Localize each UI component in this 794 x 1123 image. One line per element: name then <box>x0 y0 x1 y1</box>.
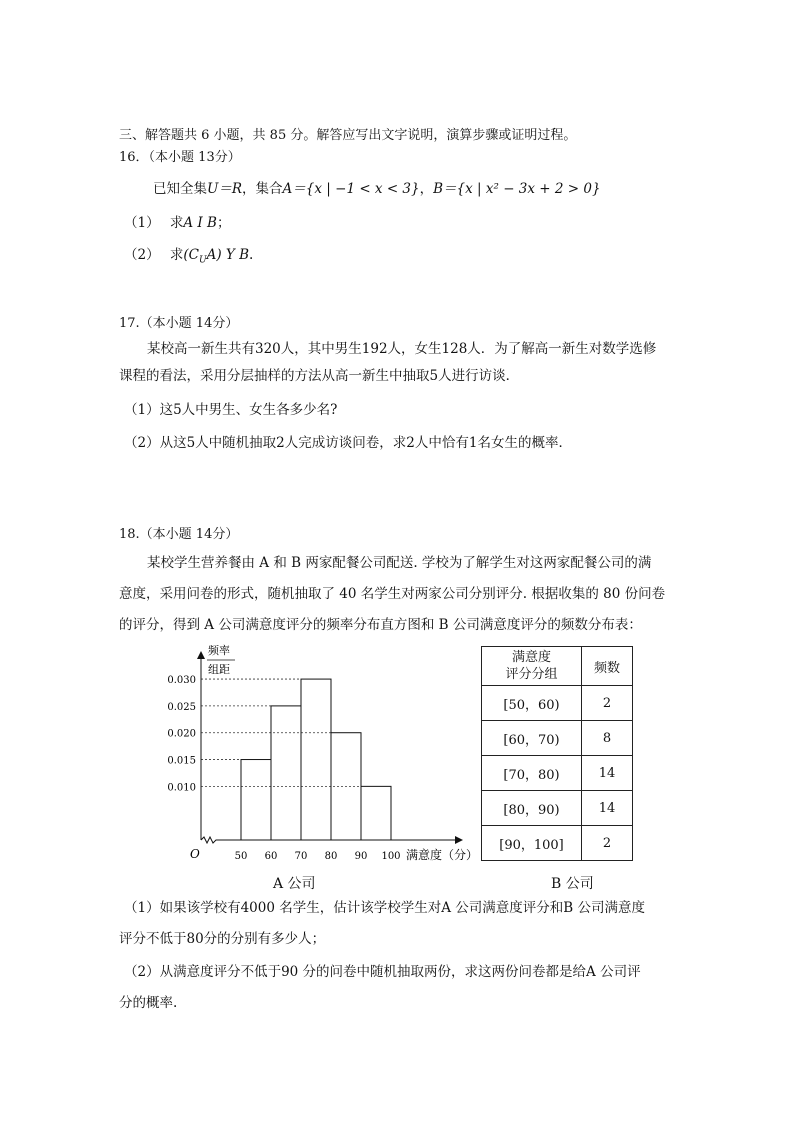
table-cell-range: [90，100] <box>482 826 582 861</box>
q18-part2: （2）从满意度评分不低于90 分的问卷中随机抽取两份，求这两份问卷都是给A 公司评 <box>124 964 641 980</box>
y-label-bottom: 组距 <box>208 663 230 676</box>
histogram-bar <box>271 706 301 840</box>
q17-part1: （1）这5人中男生、女生各多少名? <box>124 402 338 418</box>
table-header-range <box>482 647 582 686</box>
q16-part2-text: 求 <box>169 247 184 263</box>
section-heading: 三、解答题共 6 小题，共 85 分。解答应写出文字说明，演算步骤或证明过程。 <box>119 128 577 143</box>
x-tick-label: 60 <box>264 851 278 862</box>
q18-body: 的评分，得到 A 公司满意度评分的频率分布直方图和 B 公司满意度评分的频数分布表： <box>119 617 642 633</box>
histogram-bar <box>301 679 331 840</box>
histogram-bar <box>361 786 391 840</box>
table-cell-count: 8 <box>582 721 633 756</box>
histogram-company-a <box>160 640 480 870</box>
q18-part1-cont: 评分不低于80分的分别有多少人； <box>119 931 326 947</box>
y-label-top: 频率 <box>208 644 230 657</box>
q16-part2-expr: (C <box>183 247 199 263</box>
q16-part2-expr2: A) Y B <box>206 247 250 263</box>
table-cell-range: [70，80) <box>482 756 582 791</box>
caption-company-b: B 公司 <box>551 876 594 892</box>
y-tick-label: 0.010 <box>167 782 196 794</box>
y-tick-label: 0.030 <box>167 675 196 687</box>
q16-stem-part: 已知全集 <box>153 181 207 197</box>
q17-header: 17.（本小题 14分） <box>119 316 239 331</box>
q17-body: 某校高一新生共有320人，其中男生192人，女生128人．为了解高一新生对数学选修 <box>147 341 657 357</box>
x-tick-label: 100 <box>381 851 401 862</box>
q18-part2-cont: 分的概率. <box>119 995 178 1011</box>
q16-stem-part: ， <box>419 181 434 197</box>
frequency-table-company-b <box>481 646 633 861</box>
q16-part1-expr: A I B <box>183 215 217 231</box>
y-tick-label: 0.020 <box>167 728 196 740</box>
table-cell-range: [50，60) <box>482 686 582 721</box>
caption-company-a: A 公司 <box>273 876 316 892</box>
q16-part2-sub: U <box>199 255 207 266</box>
histogram-bar <box>241 760 271 840</box>
x-axis-label: 满意度（分） <box>406 848 479 862</box>
table-cell-count: 2 <box>582 686 633 721</box>
q16-stem <box>153 179 601 199</box>
origin-label: O <box>190 847 200 861</box>
q17-body2: 课程的看法，采用分层抽样的方法从高一新生中抽取5人进行访谈． <box>119 368 520 384</box>
table-cell-range: [60，70) <box>482 721 582 756</box>
x-tick-label: 80 <box>324 851 338 862</box>
q16-part1-end: ； <box>216 215 231 231</box>
y-ticks <box>167 675 196 793</box>
q16-part1-text: 求 <box>169 215 184 231</box>
q18-body: 意度，采用问卷的形式，随机抽取了 40 名学生对两家公司分别评分. 根据收集的 80 份问卷 <box>119 586 666 602</box>
q16-set-b: B＝{x | x² − 3x + 2 > 0} <box>433 181 601 197</box>
table-cell-count: 2 <box>582 826 633 861</box>
table-header-count: 频数 <box>582 647 633 686</box>
q18-body: 某校学生营养餐由 A 和 B 两家配餐公司配送. 学校为了解学生对这两家配餐公司的满 <box>147 555 652 571</box>
x-tick-label: 70 <box>294 851 308 862</box>
bars <box>241 679 391 840</box>
table-header-range-line1: 满意度 <box>511 650 551 665</box>
q16-part2-num: （2） <box>124 247 160 263</box>
table-row <box>482 791 633 826</box>
q16-part1 <box>124 213 230 233</box>
table-cell-count: 14 <box>582 756 633 791</box>
y-tick-label: 0.025 <box>167 701 196 713</box>
table-header-range-line2: 评分分组 <box>505 667 558 682</box>
q16-universal-set: U＝R <box>207 181 243 197</box>
q16-header: 16．（本小题 13分） <box>119 150 241 165</box>
table-row <box>482 756 633 791</box>
table-row <box>482 686 633 721</box>
y-tick-label: 0.015 <box>167 755 196 767</box>
q16-part1-num: （1） <box>124 215 160 231</box>
q18-part1: （1）如果该学校有4000 名学生，估计该学校学生对A 公司满意度评分和B 公司满意度 <box>124 900 645 916</box>
table-row <box>482 826 633 861</box>
x-tick-label: 50 <box>234 851 248 862</box>
table-cell-count: 14 <box>582 791 633 826</box>
q17-part2: （2）从这5人中随机抽取2人完成访谈问卷，求2人中恰有1名女生的概率． <box>124 435 572 451</box>
x-tick-label: 90 <box>354 851 368 862</box>
table-cell-range: [80，90) <box>482 791 582 826</box>
q16-part2-end: . <box>249 247 254 263</box>
q16-part2 <box>124 245 253 271</box>
q16-stem-part: ，集合 <box>242 181 283 197</box>
table-header-row <box>482 647 633 686</box>
x-ticks <box>235 851 401 862</box>
q18-header: 18.（本小题 14分） <box>119 527 239 542</box>
table-row <box>482 721 633 756</box>
q16-set-a: A＝{x | −1 < x < 3} <box>282 181 420 197</box>
